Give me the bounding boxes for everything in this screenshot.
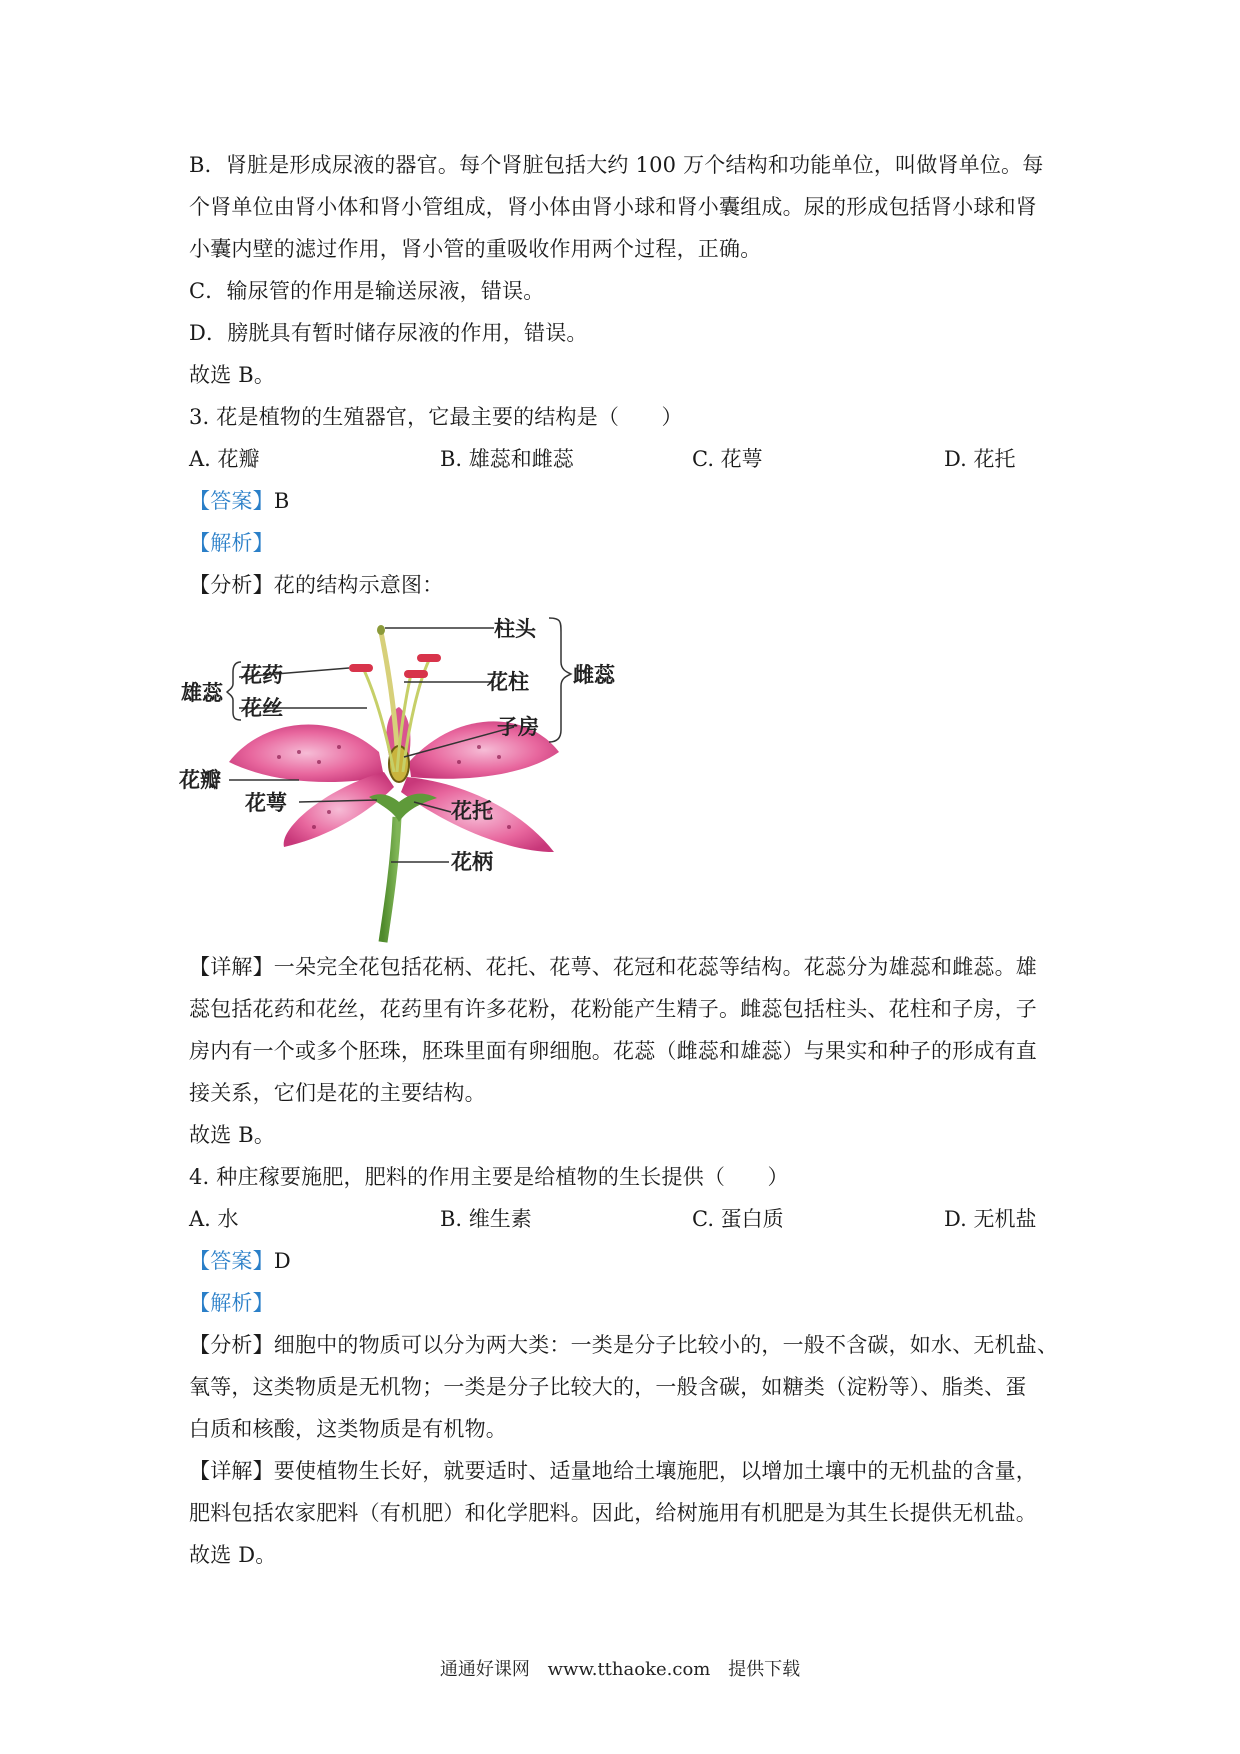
q4-option-b: B. 维生素 [440, 1207, 532, 1231]
q2-option-c: C．输尿管的作用是输送尿液，错误。 [189, 279, 545, 303]
q4-analysis-tag: 【解析】 [189, 1291, 274, 1315]
q4-analysis-line2: 氧等，这类物质是无机物；一类是分子比较大的，一般含碳，如糖类（淀粉等）、脂类、蛋 [189, 1375, 1027, 1399]
anther-shape-3 [404, 670, 428, 678]
stigma-shape [377, 625, 385, 635]
answer-tag: 【答案】 [189, 1249, 274, 1273]
label-anther: 花药 [241, 663, 283, 687]
label-pedicel: 花柄 [451, 850, 493, 874]
q2-option-b-line2: 个肾单位由肾小体和肾小管组成，肾小体由肾小球和肾小囊组成。尿的形成包括肾小球和肾 [189, 195, 1037, 219]
q3-detail-line4: 接关系，它们是花的主要结构。 [189, 1081, 486, 1105]
q2-conclusion: 故选 B。 [189, 363, 276, 387]
q4-detail-line1: 【详解】要使植物生长好，就要适时、适量地给土壤施肥，以增加土壤中的无机盐的含量， [189, 1459, 1037, 1483]
q4-detail-line2: 肥料包括农家肥料（有机肥）和化学肥料。因此，给树施用有机肥是为其生长提供无机盐。 [189, 1501, 1037, 1525]
q4-option-c: C. 蛋白质 [692, 1207, 784, 1231]
q3-detail-line1: 【详解】一朵完全花包括花柄、花托、花萼、花冠和花蕊等结构。花蕊分为雄蕊和雌蕊。雄 [189, 955, 1037, 979]
q4-conclusion: 故选 D。 [189, 1543, 277, 1567]
q4-answer [189, 1246, 291, 1276]
label-pistil: 雌蕊 [573, 663, 615, 687]
q4-question: 4. 种庄稼要施肥，肥料的作用主要是给植物的生长提供（ ） [189, 1165, 789, 1189]
anther-shape-1 [349, 664, 373, 672]
q3-analysis: 【分析】花的结构示意图： [189, 573, 444, 597]
footer-suffix: 提供下载 [728, 1659, 801, 1680]
q2-option-d: D．膀胱具有暂时储存尿液的作用，错误。 [189, 321, 588, 345]
q3-conclusion: 故选 B。 [189, 1123, 276, 1147]
label-filament: 花丝 [241, 696, 283, 720]
page-footer [0, 1658, 1240, 1682]
answer-tag: 【答案】 [189, 489, 274, 513]
label-sepal: 花萼 [245, 791, 287, 815]
q3-option-a: A. 花瓣 [189, 447, 260, 471]
answer-value: D [273, 1249, 291, 1273]
q3-detail-line2: 蕊包括花药和花丝，花药里有许多花粉，花粉能产生精子。雌蕊包括柱头、花柱和子房，子 [189, 997, 1037, 1021]
q2-option-b-line1: B．肾脏是形成尿液的器官。每个肾脏包括大约 100 万个结构和功能单位，叫做肾单位。每 [189, 153, 1044, 177]
q4-option-d: D. 无机盐 [944, 1207, 1037, 1231]
q4-option-a: A. 水 [189, 1207, 239, 1231]
q3-option-c: C. 花萼 [692, 447, 763, 471]
q3-option-b: B. 雄蕊和雌蕊 [440, 447, 574, 471]
label-stamen: 雄蕊 [181, 681, 223, 705]
footer-url[interactable]: www.tthaoke.com [547, 1659, 711, 1680]
q4-analysis-line1: 【分析】细胞中的物质可以分为两大类：一类是分子比较小的，一般不含碳，如水、无机盐、 [189, 1333, 1059, 1357]
flower-illustration [179, 612, 709, 942]
flower-structure-diagram [179, 612, 709, 942]
anther-shape-2 [417, 654, 441, 662]
label-receptacle: 花托 [451, 799, 493, 823]
q3-option-d: D. 花托 [944, 447, 1016, 471]
q3-question: 3. 花是植物的生殖器官，它最主要的结构是（ ） [189, 405, 683, 429]
q3-analysis-tag: 【解析】 [189, 531, 274, 555]
stem-shape [383, 817, 397, 942]
label-petal: 花瓣 [179, 768, 221, 792]
q3-detail-line3: 房内有一个或多个胚珠，胚珠里面有卵细胞。花蕊（雌蕊和雄蕊）与果实和种子的形成有直 [189, 1039, 1037, 1063]
petal-left-shape [229, 724, 384, 782]
label-ovary: 子房 [497, 715, 539, 739]
q2-option-b-line3: 小囊内壁的滤过作用，肾小管的重吸收作用两个过程，正确。 [189, 237, 762, 261]
q3-answer [189, 486, 289, 516]
q4-analysis-line3: 白质和核酸，这类物质是有机物。 [189, 1417, 507, 1441]
label-style: 花柱 [487, 670, 529, 694]
answer-value: B [273, 489, 290, 513]
label-stigma: 柱头 [494, 617, 536, 641]
petal-lower-left-shape [284, 772, 394, 847]
footer-brand: 通通好课网 [439, 1659, 530, 1680]
